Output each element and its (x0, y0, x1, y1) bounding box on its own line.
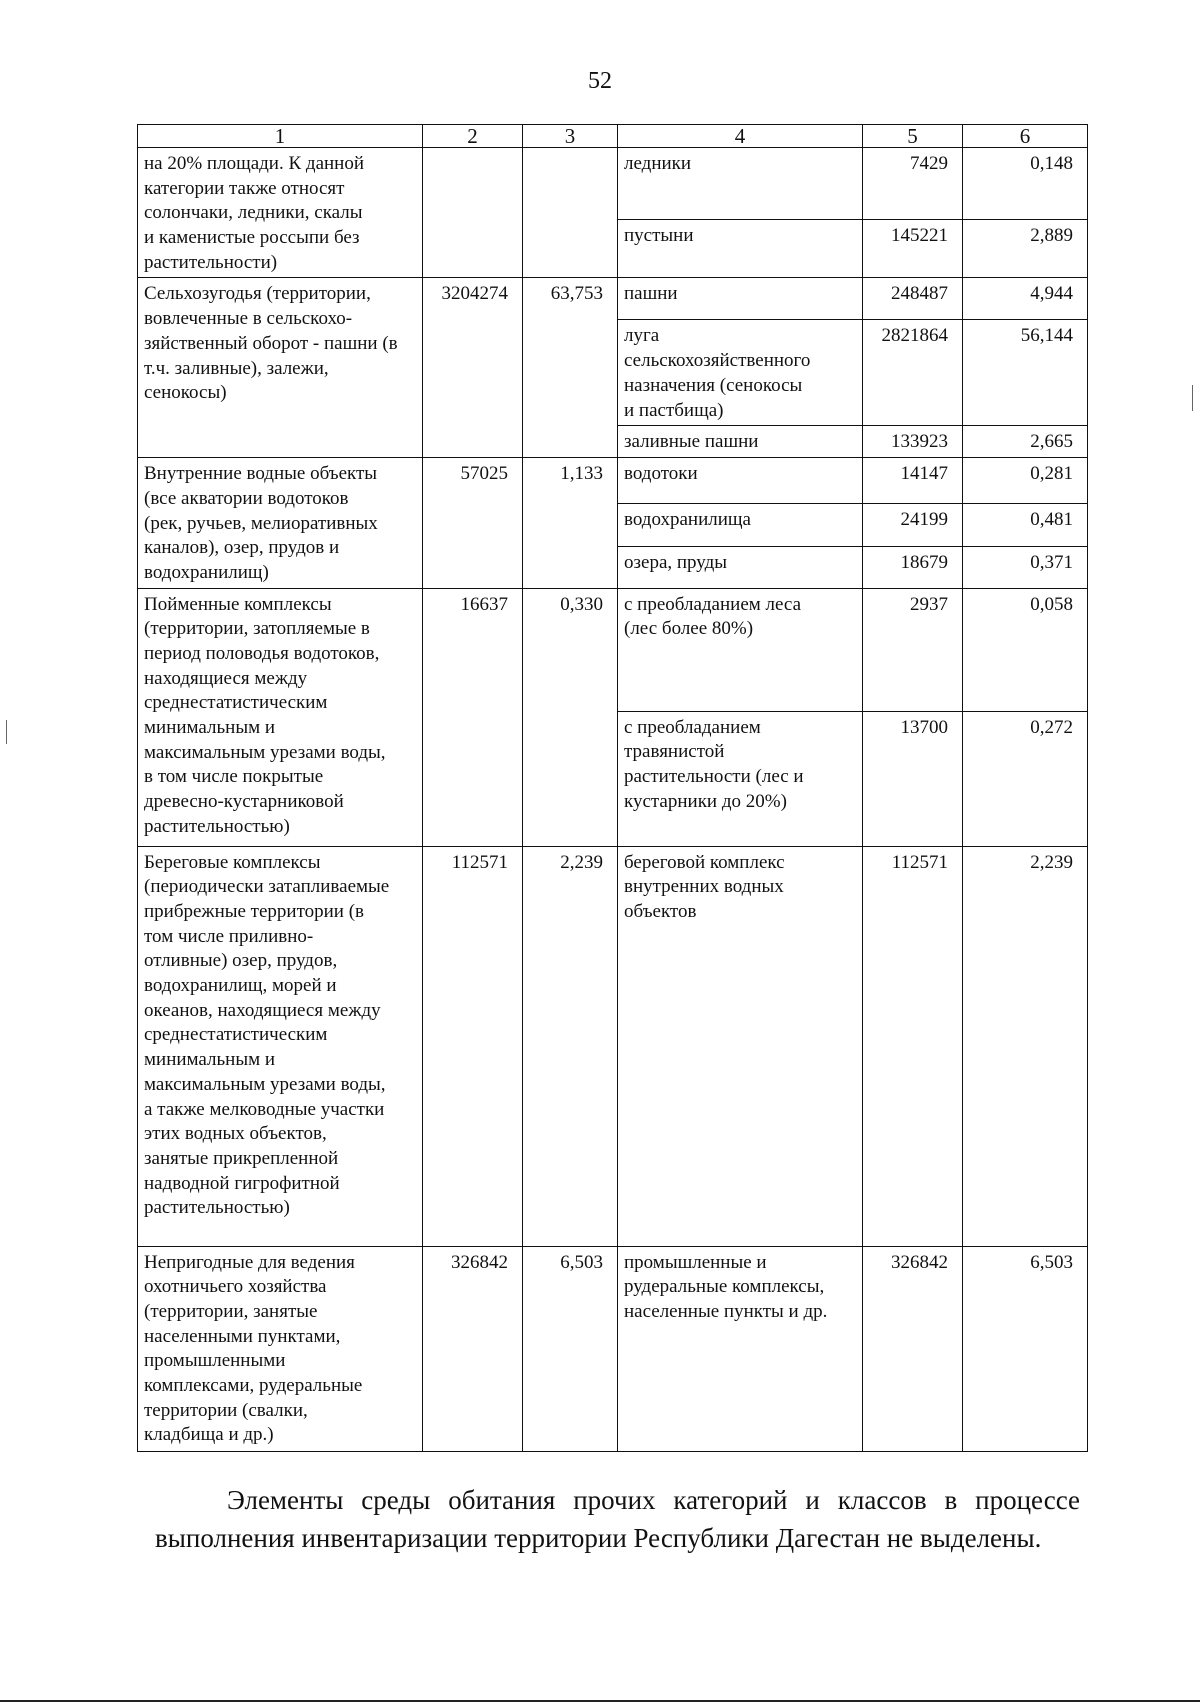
scan-speck (1192, 385, 1193, 411)
table-row (138, 1246, 1088, 1451)
subclass-area: 13700 (863, 711, 963, 846)
subclass-percent: 56,144 (963, 320, 1088, 426)
table-header-row (138, 125, 1088, 148)
subclass-percent: 2,239 (963, 846, 1088, 1246)
category-area: 3204274 (423, 278, 523, 458)
subclass-name: водотоки (618, 458, 863, 504)
subclass-area: 24199 (863, 504, 963, 546)
subclass-name: с преобладанием травянистой растительности (лес и кустарники до 20%) (618, 711, 863, 846)
subclass-percent: 0,058 (963, 588, 1088, 711)
category-cell: Внутренние водные объекты (все акватории водотоков (рек, ручьев, мелиоративных каналов), озер, прудов и водохранилищ) (138, 458, 423, 588)
subclass-area: 2821864 (863, 320, 963, 426)
category-cell: Сельхозугодья (территории, вовлеченные в сельскохо- зяйственный оборот - пашни (в т.ч. заливные), залежи, сенокосы) (138, 278, 423, 458)
subclass-percent: 0,148 (963, 148, 1088, 220)
scan-bottom-edge (0, 1700, 1200, 1702)
category-cell: Пойменные комплексы (территории, затопляемые в период половодья водотоков, находящиеся между среднестатистическим минимальным и максимальным урезами воды, в том числе покрытые древесно-кустарниковой растительностью) (138, 588, 423, 846)
subclass-area: 7429 (863, 148, 963, 220)
column-header: 1 (138, 125, 423, 148)
subclass-area: 248487 (863, 278, 963, 320)
category-percent: 1,133 (523, 458, 618, 588)
conclusion-paragraph: Элементы среды обитания прочих категорий и классов в процессе выполнения инвентаризации территории Республики Дагестан не выделены. (155, 1485, 1080, 1553)
column-header: 5 (863, 125, 963, 148)
column-header: 6 (963, 125, 1088, 148)
column-header: 3 (523, 125, 618, 148)
table-row (138, 846, 1088, 1246)
category-percent: 6,503 (523, 1246, 618, 1451)
subclass-percent: 0,481 (963, 504, 1088, 546)
subclass-area: 326842 (863, 1246, 963, 1451)
category-percent: 63,753 (523, 278, 618, 458)
subclass-name: водохранилища (618, 504, 863, 546)
subclass-percent: 2,665 (963, 426, 1088, 458)
category-area (423, 148, 523, 278)
subclass-name: пашни (618, 278, 863, 320)
subclass-area: 112571 (863, 846, 963, 1246)
subclass-name: пустыни (618, 220, 863, 278)
subclass-name: промышленные и рудеральные комплексы, населенные пункты и др. (618, 1246, 863, 1451)
category-area: 112571 (423, 846, 523, 1246)
category-cell: на 20% площади. К данной категории также относят солончаки, ледники, скалы и каменистые россыпи без растительности) (138, 148, 423, 278)
subclass-name: береговой комплекс внутренних водных объектов (618, 846, 863, 1246)
subclass-percent: 6,503 (963, 1246, 1088, 1451)
category-cell: Береговые комплексы (периодически затапливаемые прибрежные территории (в том числе приливно- отливные) озер, прудов, водохранилищ, морей и океанов, находящиеся между среднестатистическим минимальным и максимальным урезами воды, а также мелководные участки этих водных объектов, занятые прикрепленной надводной гигрофитной растительностью) (138, 846, 423, 1246)
category-cell: Непригодные для ведения охотничьего хозяйства (территории, занятые населенными пунктами, промышленными комплексами, рудеральные территории (свалки, кладбища и др.) (138, 1246, 423, 1451)
scan-speck (6, 720, 7, 744)
subclass-percent: 2,889 (963, 220, 1088, 278)
subclass-name: озера, пруды (618, 546, 863, 588)
subclass-area: 18679 (863, 546, 963, 588)
subclass-name: луга сельскохозяйственного назначения (сенокосы и пастбища) (618, 320, 863, 426)
subclass-area: 133923 (863, 426, 963, 458)
page-number: 52 (588, 68, 612, 94)
category-percent: 2,239 (523, 846, 618, 1246)
category-percent (523, 148, 618, 278)
subclass-percent: 0,272 (963, 711, 1088, 846)
subclass-area: 2937 (863, 588, 963, 711)
habitat-table (137, 124, 1088, 1452)
table-row (138, 148, 1088, 220)
subclass-percent: 0,371 (963, 546, 1088, 588)
subclass-name: с преобладанием леса (лес более 80%) (618, 588, 863, 711)
subclass-percent: 0,281 (963, 458, 1088, 504)
subclass-area: 145221 (863, 220, 963, 278)
table-row (138, 458, 1088, 504)
category-area: 57025 (423, 458, 523, 588)
column-header: 2 (423, 125, 523, 148)
subclass-name: ледники (618, 148, 863, 220)
category-area: 326842 (423, 1246, 523, 1451)
subclass-area: 14147 (863, 458, 963, 504)
category-percent: 0,330 (523, 588, 618, 846)
category-area: 16637 (423, 588, 523, 846)
subclass-name: заливные пашни (618, 426, 863, 458)
column-header: 4 (618, 125, 863, 148)
subclass-percent: 4,944 (963, 278, 1088, 320)
table-row (138, 278, 1088, 320)
table-row (138, 588, 1088, 711)
